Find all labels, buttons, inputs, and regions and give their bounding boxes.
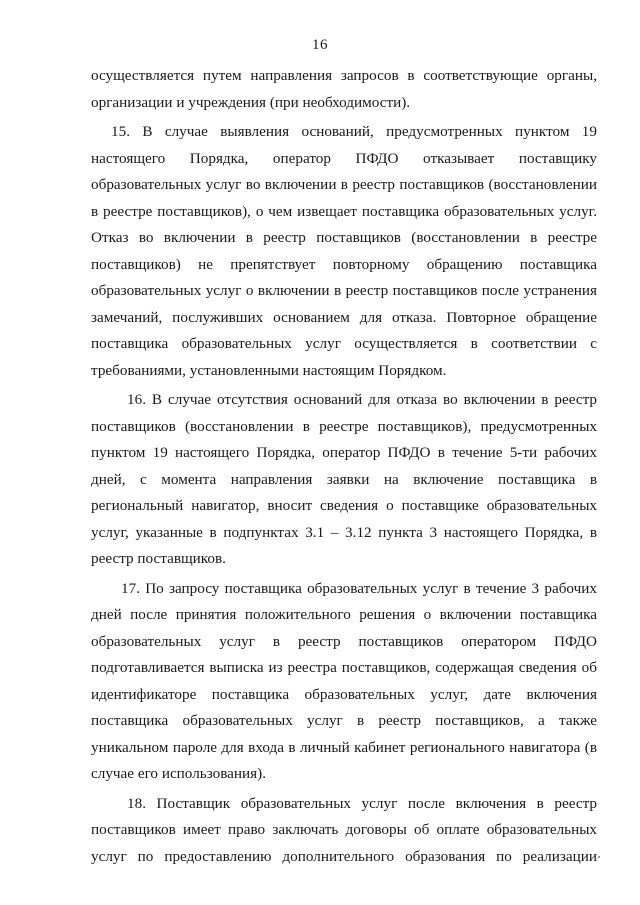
text-line: 15. В случае выявления оснований, предусмотренных пунктом 19	[111, 123, 597, 140]
text-line: 16. В случае отсутствия оснований для отказа во включении в реестр	[127, 391, 597, 408]
text-line: организации и учреждения (при необходимости).	[91, 93, 411, 111]
text-line: уникальном пароле для входа в личный кабинет регионального навигатора (в	[91, 738, 597, 756]
text-line: услуг, указанные в подпунктах 3.1 – 3.12 пункта 3 настоящего Порядка, в	[91, 523, 597, 541]
text-line: региональный навигатор, вносит сведения о поставщике образовательных	[91, 497, 597, 514]
text-line: реестр поставщиков.	[91, 550, 226, 567]
text-line: осуществляется путем направления запросов в соответствующие органы,	[91, 67, 597, 84]
text-line: поставщиков) не препятствует повторному обращению поставщика	[91, 255, 597, 273]
text-line: услуг по предоставлению дополнительного образования по реализации	[91, 847, 597, 865]
page-number: 16	[312, 37, 328, 53]
text-line: дней после принятия положительного решения о включении поставщика	[91, 606, 597, 623]
text-line: образовательных услуг о включении в реестр поставщиков после устранения	[91, 282, 597, 299]
text-line: 17. По запросу поставщика образовательных услуг в течение 3 рабочих	[121, 579, 597, 597]
text-line: образовательных услуг в реестр поставщиков оператором ПФДО	[91, 632, 597, 650]
paragraph	[91, 791, 597, 871]
text-line: поставщиков (восстановлении в реестре поставщиков), предусмотренных	[91, 417, 597, 435]
document-body	[91, 63, 597, 870]
text-line: 18. Поставщик образовательных услуг после включения в реестр	[127, 794, 597, 812]
paragraph	[91, 387, 597, 573]
paragraph	[91, 63, 597, 116]
paragraph	[91, 119, 597, 384]
scan-speck	[598, 856, 600, 858]
text-line: дней, с момента направления заявки на включение поставщика в	[91, 470, 597, 488]
text-line: идентификаторе поставщика образовательных услуг, дате включения	[91, 685, 597, 703]
text-line: пунктом 19 настоящего Порядка, оператор ПФДО в течение 5-ти рабочих	[91, 444, 597, 461]
text-line: случае его использования).	[91, 765, 267, 782]
text-line: образовательных услуг во включении в реестр поставщиков (восстановлении	[91, 176, 597, 193]
text-line: замечаний, послуживших основанием для отказа. Повторное обращение	[91, 308, 597, 326]
text-line: подготавливается выписка из реестра поставщиков, содержащая сведения об	[91, 659, 597, 676]
text-line: поставщика образовательных услуг осуществляется в соответствии с	[91, 335, 597, 352]
text-line: поставщика образовательных услуг в реестр поставщиков, а также	[91, 712, 597, 729]
text-line: в реестре поставщиков), о чем извещает поставщика образовательных услуг.	[91, 202, 597, 220]
text-line: настоящего Порядка, оператор ПФДО отказывает поставщику	[91, 149, 597, 167]
text-line: требованиями, установленными настоящим Порядком.	[91, 361, 447, 379]
text-line: Отказ во включении в реестр поставщиков (восстановлении в реестре	[91, 229, 597, 246]
text-line: поставщиков имеет право заключать договоры об оплате образовательных	[91, 821, 597, 838]
paragraph	[91, 576, 597, 788]
